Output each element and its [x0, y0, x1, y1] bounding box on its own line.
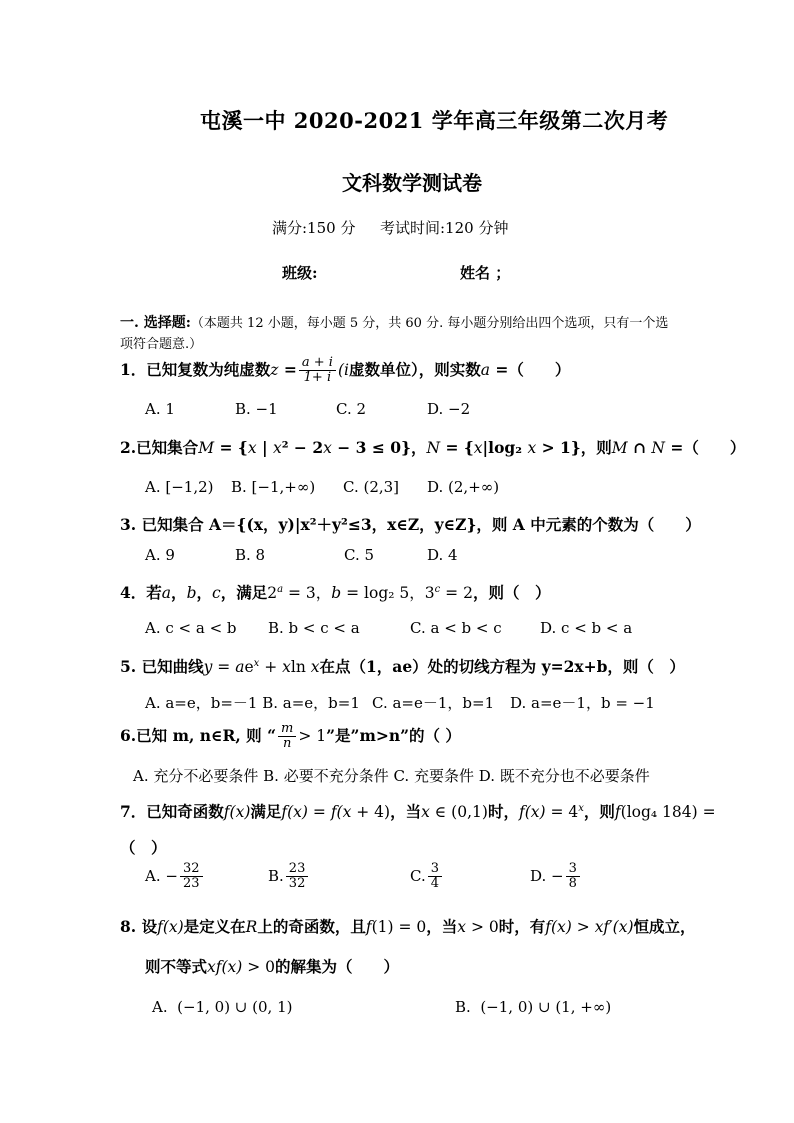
q3-option-d: D. 4: [427, 546, 458, 564]
q8-text-e: 时，有: [498, 917, 546, 936]
q7-text-c: ，当: [390, 802, 422, 821]
question-8-cont: 则不等式xf(x) > 0的解集为（ ）: [145, 957, 400, 976]
q4-option-a: A. c < a < b: [145, 619, 237, 637]
q7-answer-paren: （ ）: [120, 838, 167, 857]
q1-text-c: 虚数单位），则实数: [348, 359, 481, 379]
exam-title: 屯溪一中 2020-2021 学年高三年级第二次月考: [200, 108, 669, 133]
question-4: 4．若a，b，c，满足$2^a = 3$，b = log₂ 5，$3^c = 2$，则（ ）: [120, 583, 551, 602]
q5-text-b: 在点（1，ae）处的切线方程为 y=2x+b，则（ ）: [319, 657, 685, 676]
q2-option-d: D. (2,+∞): [427, 478, 500, 496]
q7-text-b: 满足: [250, 802, 282, 821]
q7-text-e: ，则: [583, 802, 615, 821]
q1-text-a: 1．已知复数为纯虚数: [120, 359, 271, 379]
question-2: 2.已知集合M = {x | x² − 2x − 3 ≤ 0}，N = {x|log₂ x > 1}，则M ∩ N =（ ）: [120, 438, 746, 457]
q1-option-d: D. −2: [427, 400, 471, 418]
q6-text-b: ”是”m>n”的（ ）: [326, 725, 461, 745]
q7-text-d: 时，: [487, 802, 519, 821]
q6-options: A. 充分不必要条件 B. 必要不充分条件 C. 充要条件 D. 既不充分也不必要条件: [133, 767, 650, 785]
q8-text-a: 8. 设: [120, 917, 158, 936]
section-heading: 一. 选择题:: [120, 315, 191, 331]
q2-option-b: B. [−1,+∞): [231, 478, 316, 496]
q5-text-a: 5. 已知曲线: [120, 657, 204, 676]
q3-option-a: A. 9: [145, 546, 175, 564]
q1-option-c: C. 2: [336, 400, 367, 418]
q1-option-b: B. −1: [235, 400, 278, 418]
q8-option-a: A. (−1, 0) ∪ (0, 1): [152, 998, 293, 1016]
section-instructions-cont: 项符合题意.）: [120, 337, 203, 352]
q1-option-a: A. 1: [145, 400, 175, 418]
q7-option-a: A. − $\frac{32}{23}$: [145, 862, 205, 892]
q3-option-b: B. 8: [235, 546, 266, 564]
q4-option-c: C. a < b < c: [410, 619, 502, 637]
q8-text-g: 则不等式: [145, 957, 208, 976]
exam-subtitle: 文科数学测试卷: [342, 171, 482, 195]
question-3: 3. 已知集合 A＝{(x，y)|x²＋y²≤3，x∈Z，y∈Z}，则 A 中元素的个数为（ ）: [120, 515, 701, 534]
q6-text-a: 6.已知 m, n∈R, 则 “: [120, 725, 276, 745]
question-7: 7．已知奇函数f(x)满足f(x) = f(x + 4)，当x ∈ (0,1)时，$f(x) = 4^x$，则f(log₄ 184) =: [120, 802, 716, 821]
q7-option-d: D. − $\frac{3}{8}$: [530, 862, 582, 892]
q2-option-c: C. (2,3]: [343, 478, 400, 496]
question-5: 5. 已知曲线$y = ae^x + xln$ x在点（1，ae）处的切线方程为 y=2x+b，则（ ）: [120, 657, 685, 676]
q3-option-c: C. 5: [344, 546, 375, 564]
q8-text-c: 上的奇函数，且: [257, 917, 366, 936]
q8-text-b: 是定义在: [183, 917, 246, 936]
exam-time: 考试时间:120 分钟: [380, 219, 509, 237]
q7-text-a: 7．已知奇函数: [120, 802, 224, 821]
q4-text-b: ，满足: [220, 583, 268, 602]
q4-text-c: ，则（ ）: [472, 583, 551, 602]
full-score: 满分:150 分: [272, 219, 356, 237]
q1-text-d: （ ）: [508, 359, 571, 379]
q5-option-ab: A. a=e，b=－1 B. a=e，b=1: [145, 694, 360, 712]
q2-text-b: ，: [410, 438, 427, 457]
q8-text-d: ，当: [426, 917, 458, 936]
q5-option-c: C. a=e－1，b=1: [372, 694, 495, 712]
q7-option-c: C. $\frac{3}{4}$: [410, 862, 444, 892]
q2-text-c: ，则: [580, 438, 612, 457]
section-instructions: （本题共 12 小题，每小题 5 分，共 60 分. 每小题分别给出四个选项，只有一个选: [190, 316, 669, 331]
q2-text-a: 2.已知集合: [120, 438, 199, 457]
class-label: 班级:: [282, 264, 318, 282]
q8-text-f: 恒成立，: [633, 917, 696, 936]
q2-option-a: A. [−1,2): [145, 478, 214, 496]
q7-option-b: B. $\frac{23}{32}$: [268, 862, 310, 892]
question-6: 6.已知 m, n∈R, 则 “ $\frac{m}{n}$ > 1”是”m>n”的（ ）: [120, 721, 461, 752]
q5-option-d: D. a=e－1，b = −1: [510, 694, 655, 712]
q4-option-d: D. c < b < a: [540, 619, 633, 637]
question-8: 8. 设f(x)是定义在R上的奇函数，且f(1) = 0，当x > 0时，有f(x) > xf′(x)恒成立，: [120, 917, 696, 936]
q4-option-b: B. b < c < a: [268, 619, 360, 637]
section-heading-line: [120, 312, 668, 332]
q8-option-b: B. (−1, 0) ∪ (1, +∞): [455, 998, 612, 1016]
q8-text-h: 的解集为（ ）: [275, 957, 400, 976]
q2-text-d: （ ）: [683, 438, 746, 457]
question-1: 1．已知复数为纯虚数z = $\frac{a + i}{1+ i}$ (i虚数单位），则实数a =（ ）: [120, 355, 571, 386]
name-label: 姓名 ；: [460, 264, 511, 282]
q4-text-a: 4．若: [120, 583, 162, 602]
